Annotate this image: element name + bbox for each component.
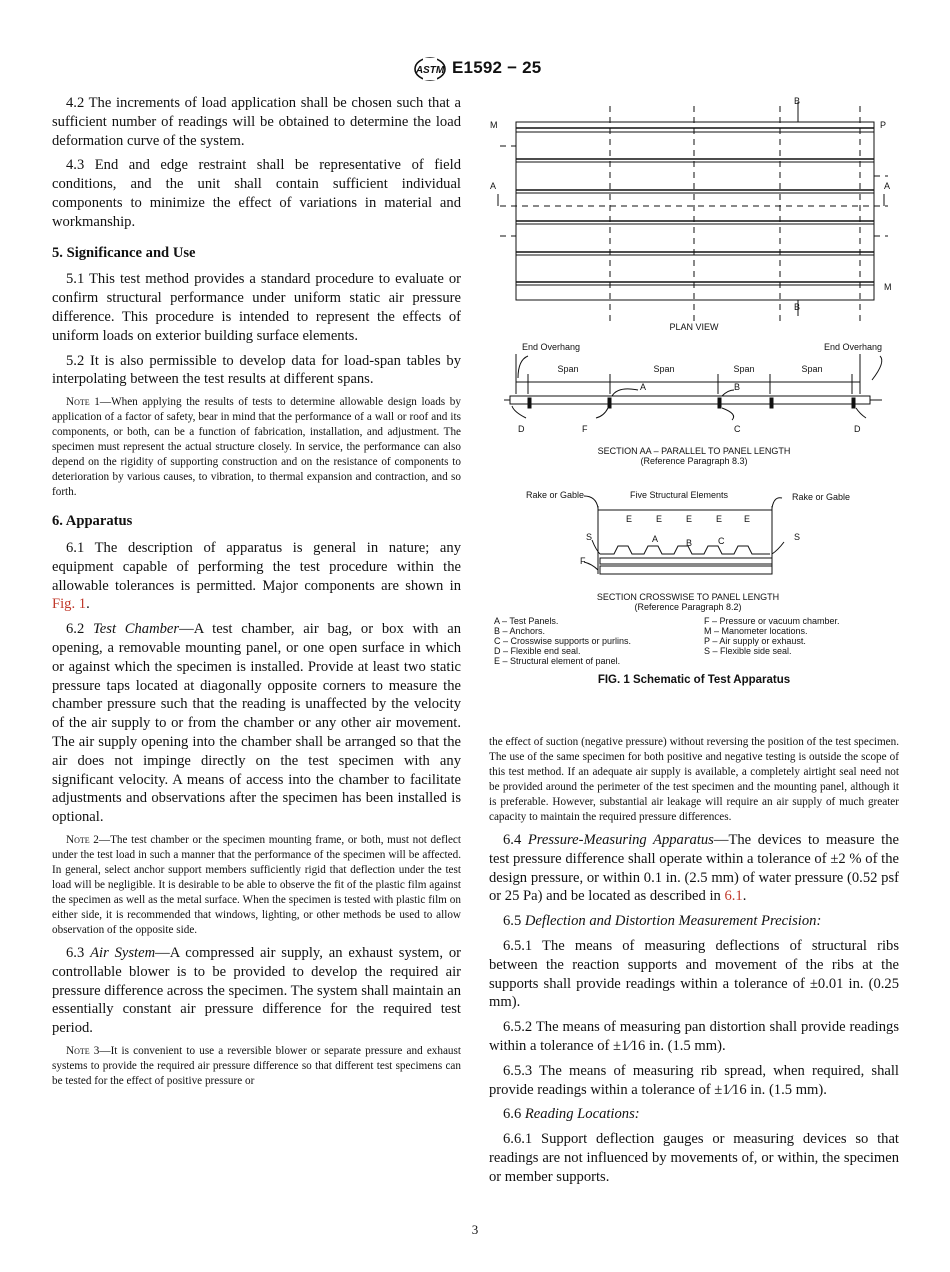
page-header xyxy=(0,56,950,86)
paragraph-6-5 xyxy=(489,912,899,931)
paragraph-6-1 xyxy=(52,539,461,614)
fig-1-link[interactable]: Fig. 1 xyxy=(52,596,87,613)
plan-supports xyxy=(500,106,891,324)
cross-label-b: B xyxy=(686,538,693,548)
paragraph-6-6-number: 6.6 xyxy=(503,1106,525,1123)
label-b-bottom: B xyxy=(794,302,801,312)
paragraph-5-2: 5.2 It is also permissible to develop data for load-span tables by interpolating between the test results at different spans. xyxy=(52,352,461,388)
label-a-left: A xyxy=(490,181,497,191)
note-3-continued: the effect of suction (negative pressure) without reversing the position of the test specimen. The use of the same specimen for both positive and negative testing is outside the scope of this test method. If an adequate air supply is available, a completely airtight seal need not be provided around the perimeter of the test specimen and the mounting panel, although it is preferable. However, substantial air leakage will require an air supply of much greater capacity to maintain the required pressure differences. xyxy=(489,736,899,823)
legend-a: A – Test Panels. xyxy=(494,616,559,626)
label-m-bottom: M xyxy=(884,282,892,292)
section-6-1-link[interactable]: 6.1 xyxy=(724,888,743,905)
svg-text:ASTM: ASTM xyxy=(415,65,445,76)
paragraph-6-3-text: —A compressed air supply, an exhaust system, or controllable blower is to be provided to develop the required air pressure difference across the specimen. The system shall maintain an essentially constant air pressure difference for the required test period. xyxy=(52,944,461,1037)
paragraph-6-5-1: 6.5.1 The means of measuring deflections of structural ribs between the reaction supports and movement of the ribs at the supports shall provide readings within a tolerance of ±0.01 in. (0.25 mm). xyxy=(489,937,899,1011)
plan-frame xyxy=(516,122,874,300)
right-column xyxy=(489,735,899,1193)
end-overhang-right: End Overhang xyxy=(824,342,883,352)
paragraph-6-3-title: Air System xyxy=(90,944,156,961)
legend-d: D – Flexible end seal. xyxy=(494,646,581,656)
label-s-left: S xyxy=(586,532,593,542)
paragraph-6-3-number: 6.3 xyxy=(66,944,91,961)
label-e-4: E xyxy=(716,514,723,524)
cross-label-f: F xyxy=(580,556,586,566)
paragraph-6-4-title: Pressure-Measuring Apparatus xyxy=(527,832,714,848)
note-2-label: Note 2 xyxy=(66,833,99,846)
plan-view-title: PLAN VIEW xyxy=(669,322,719,332)
paragraph-6-5-number: 6.5 xyxy=(503,913,525,930)
aa-label-a: A xyxy=(640,382,647,392)
paragraph-6-6-title: Reading Locations: xyxy=(524,1106,640,1123)
note-1-text: —When applying the results of tests to determine allowable design loads by application of a factor of safety, bear in mind that the performance of a wall or roof and its components, or both, can be a function of fabrication, installation, and adjustment. The specimen must represent the actual structure closely. In service, the performance can also depend on the rigidity of supporting construction and on the resistance of components to deterioration by various causes, to vibration, to thermal expansion and contraction, and so forth. xyxy=(52,396,461,499)
note-2-text: —The test chamber or the specimen mounting frame, or both, must not deflect under the test load in such a manner that the performance of the specimen will be affected. In general, select anchor support members sufficiently rigid that deflection under the test load will be negligible. It is desirable to be able to observe the fit of the plastic film against the specimen as well as the metal surface. When the specimen is tested with plastic film on either side, it is recommended that windows, lighting, or other methods be used to allow observation of the opposite side. xyxy=(52,833,461,936)
paragraph-6-2-number: 6.2 xyxy=(66,621,94,638)
aa-label-d-right: D xyxy=(854,424,861,434)
astm-logo xyxy=(410,56,450,82)
legend-e: E – Structural element of panel. xyxy=(494,656,621,666)
legend-m: M – Manometer locations. xyxy=(704,626,808,636)
section-cross-reference: (Reference Paragraph 8.2) xyxy=(634,602,742,612)
legend-s: S – Flexible side seal. xyxy=(704,646,792,656)
span-label-2: Span xyxy=(653,364,675,374)
section-aa-title: SECTION AA – PARALLEL TO PANEL LENGTH xyxy=(597,446,791,456)
left-column xyxy=(52,94,461,1095)
paragraph-6-3 xyxy=(52,944,461,1038)
paragraph-6-2-text: —A test chamber, air bag, or box with an opening, a removable mounting panel, or one open surface in which or against which the specimen is installed. Provide at least two static pressure taps located at diagonally opposite corners to measure the chamber pressure such that the reading is unaffected by the velocity of the air supply to or from the chamber or any other air movement. The air supply opening into the chamber shall be arranged so that the air does not impinge directly on the test specimen with any significant velocity. A means of access into the chamber to facilitate adjustments and observations after the specimen has been installed is optional. xyxy=(52,621,461,826)
paragraph-6-5-3: 6.5.3 The means of measuring rib spread, when required, shall provide readings within a tolerance of ±1⁄16 in. (1.5 mm). xyxy=(489,1062,899,1098)
span-label-1: Span xyxy=(557,364,579,374)
note-3 xyxy=(52,1044,461,1089)
section-5-heading: 5. Significance and Use xyxy=(52,244,196,261)
paragraph-6-1-text: 6.1 The description of apparatus is general in nature; any equipment capable of performing the test procedure within the allowable tolerances is permitted. Major components are shown in xyxy=(52,539,461,594)
section-cross-title: SECTION CROSSWISE TO PANEL LENGTH xyxy=(596,592,780,602)
paragraph-6-4-end: . xyxy=(742,888,747,905)
aa-label-c: C xyxy=(734,424,741,434)
paragraph-6-2 xyxy=(52,620,461,827)
document-id: E1592 − 25 xyxy=(452,58,542,77)
figure-caption: FIG. 1 Schematic of Test Apparatus xyxy=(597,674,791,686)
paragraph-6-2-title: Test Chamber xyxy=(93,621,180,638)
label-e-1: E xyxy=(626,514,633,524)
label-b-top: B xyxy=(794,96,801,106)
label-p: P xyxy=(880,120,887,130)
aa-label-b: B xyxy=(734,382,741,392)
paragraph-6-6-1: 6.6.1 Support deflection gauges or measuring devices so that readings are not influenced by movements of, or within, the specimen or member supports. xyxy=(489,1131,899,1185)
label-e-5: E xyxy=(744,514,751,524)
paragraph-5-1: 5.1 This test method provides a standard procedure to evaluate or confirm structural performance under uniform static air pressure difference. This procedure is intended to represent the effects of uniform loads on exterior building surface elements. xyxy=(52,271,461,344)
section-aa-reference: (Reference Paragraph 8.3) xyxy=(640,456,748,466)
page-number: 3 xyxy=(471,1222,479,1237)
note-3-label: Note 3 xyxy=(66,1044,100,1057)
label-s-right: S xyxy=(794,532,801,542)
paragraph-6-5-title: Deflection and Distortion Measurement Precision: xyxy=(524,913,822,930)
note-1 xyxy=(52,395,461,500)
legend-p: P – Air supply or exhaust. xyxy=(704,636,806,646)
label-e-3: E xyxy=(686,514,693,524)
paragraph-6-4-number: 6.4 xyxy=(503,832,528,848)
figure-1-drawing xyxy=(488,94,900,692)
note-1-label: Note 1 xyxy=(66,396,100,409)
paragraph-6-1-end: . xyxy=(86,596,90,613)
legend-f: F – Pressure or vacuum chamber. xyxy=(704,616,840,626)
cross-label-c: C xyxy=(718,536,725,546)
aa-label-f: F xyxy=(582,424,588,434)
paragraph-6-4 xyxy=(489,831,899,906)
rake-gable-right: Rake or Gable xyxy=(792,492,851,502)
aa-label-d-left: D xyxy=(518,424,525,434)
span-label-4: Span xyxy=(801,364,823,374)
section-cross-drawing xyxy=(584,496,784,574)
rake-gable-left: Rake or Gable xyxy=(526,490,585,500)
legend-c: C – Crosswise supports or purlins. xyxy=(494,636,632,646)
legend-b: B – Anchors. xyxy=(494,626,546,636)
span-label-3: Span xyxy=(733,364,755,374)
label-a-right: A xyxy=(884,181,891,191)
figure-1 xyxy=(488,94,900,692)
paragraph-6-4-text: —The devices to measure the test pressure difference shall operate within a tolerance of ±2 % of the design pressure, or within 0.1 in. (2.5 mm) of water pressure (0.52 psf or 25 Pa) and be located as described in xyxy=(489,832,900,905)
paragraph-4-2: 4.2 The increments of load application shall be chosen such that a sufficient number of readings will be obtained to determine the load deformation curve of the system. xyxy=(52,95,461,149)
label-e-2: E xyxy=(656,514,663,524)
section-6-heading: 6. Apparatus xyxy=(52,513,133,530)
figure-legend xyxy=(494,616,840,666)
note-2 xyxy=(52,833,461,938)
paragraph-6-6 xyxy=(489,1105,899,1124)
five-structural-elements: Five Structural Elements xyxy=(630,490,729,500)
paragraph-4-3: 4.3 End and edge restraint shall be representative of field conditions, and the unit shall contain sufficient individual components to minimize the effect of variations in material and workmanship. xyxy=(52,157,461,230)
paragraph-6-5-2: 6.5.2 The means of measuring pan distortion shall provide readings within a tolerance of ±1⁄16 in. (1.5 mm). xyxy=(489,1019,899,1054)
end-overhang-left: End Overhang xyxy=(522,342,581,352)
note-3-text: —It is convenient to use a reversible blower or separate pressure and exhaust systems to provide the required air pressure difference so that different test specimens can be tested for the effect of positive pressure or xyxy=(52,1044,461,1087)
cross-label-a: A xyxy=(652,534,659,544)
label-m-top: M xyxy=(490,120,498,130)
